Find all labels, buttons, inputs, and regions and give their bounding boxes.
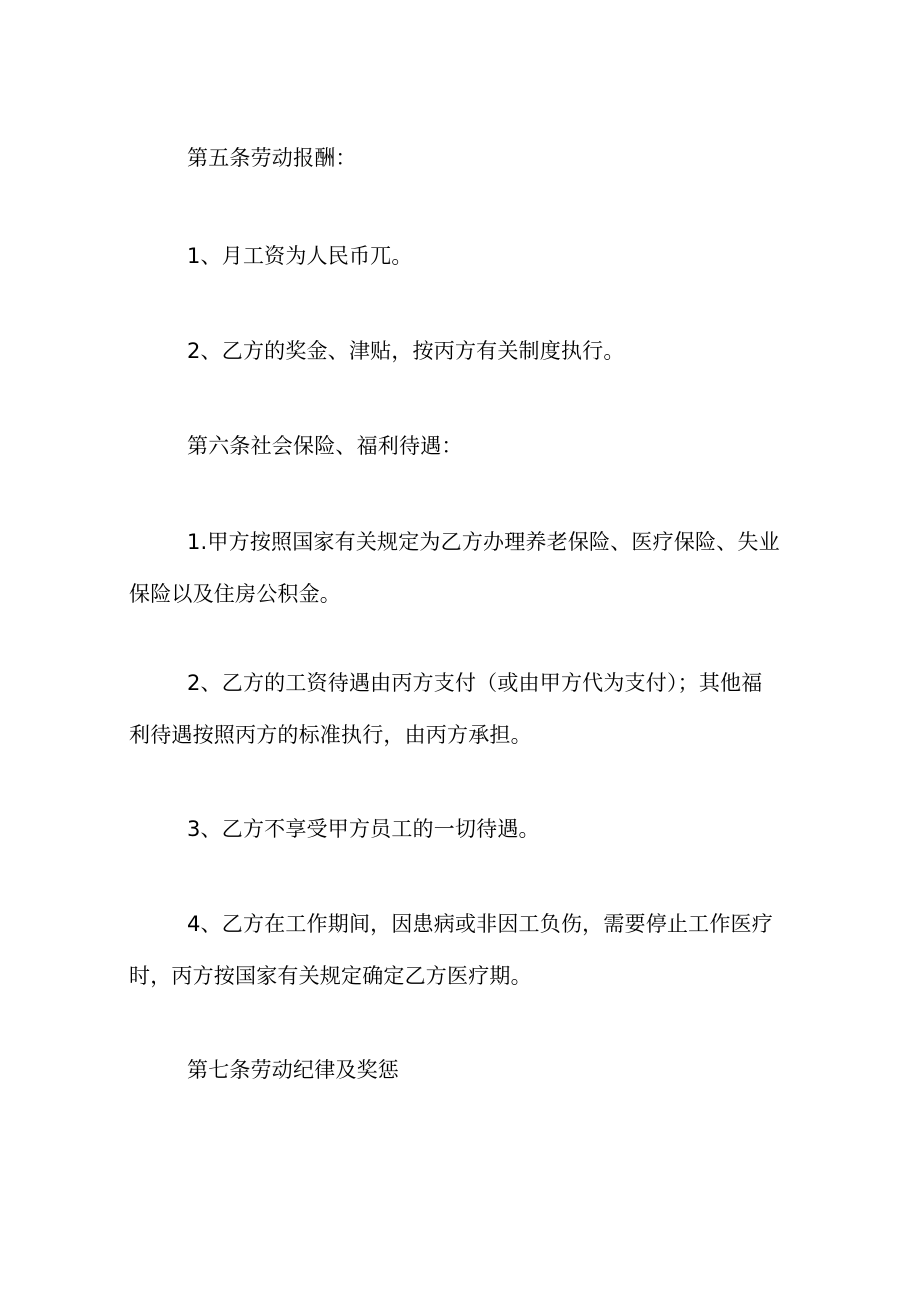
paragraph-line: 第七条劳动纪律及奖惩 <box>187 1058 399 1082</box>
heading-article-5 <box>129 142 799 175</box>
paragraph-line: 2、乙方的奖金、津贴，按丙方有关制度执行。 <box>187 339 625 363</box>
heading-article-7 <box>129 1054 799 1087</box>
paragraph-line: 2、乙方的工资待遇由丙方支付（或由甲方代为支付）；其他福 <box>187 671 763 695</box>
paragraph-line: 时，丙方按国家有关规定确定乙方医疗期。 <box>129 963 532 988</box>
paragraph-monthly-salary <box>129 240 799 273</box>
paragraph-line: 1、月工资为人民币兀。 <box>187 244 413 268</box>
paragraph-line: 利待遇按照丙方的标准执行，由丙方承担。 <box>129 722 532 747</box>
paragraph-line: 4、乙方在工作期间，因患病或非因工负伤，需要停止工作医疗 <box>187 912 773 936</box>
paragraph-wage-payment <box>129 667 799 751</box>
paragraph-social-insurance <box>129 526 799 610</box>
paragraph-line: 保险以及住房公积金。 <box>129 581 341 606</box>
paragraph-line: 3、乙方不享受甲方员工的一切待遇。 <box>187 817 540 841</box>
paragraph-no-employee-benefits <box>129 813 799 846</box>
paragraph-line: 第五条劳动报酬： <box>187 146 357 170</box>
heading-article-6 <box>129 430 799 463</box>
paragraph-line: 第六条社会保险、福利待遇： <box>187 434 463 458</box>
paragraph-line: 1.甲方按照国家有关规定为乙方办理养老保险、医疗保险、失业 <box>187 530 780 554</box>
paragraph-medical-period <box>129 908 799 992</box>
paragraph-bonus-allowance <box>129 335 799 368</box>
